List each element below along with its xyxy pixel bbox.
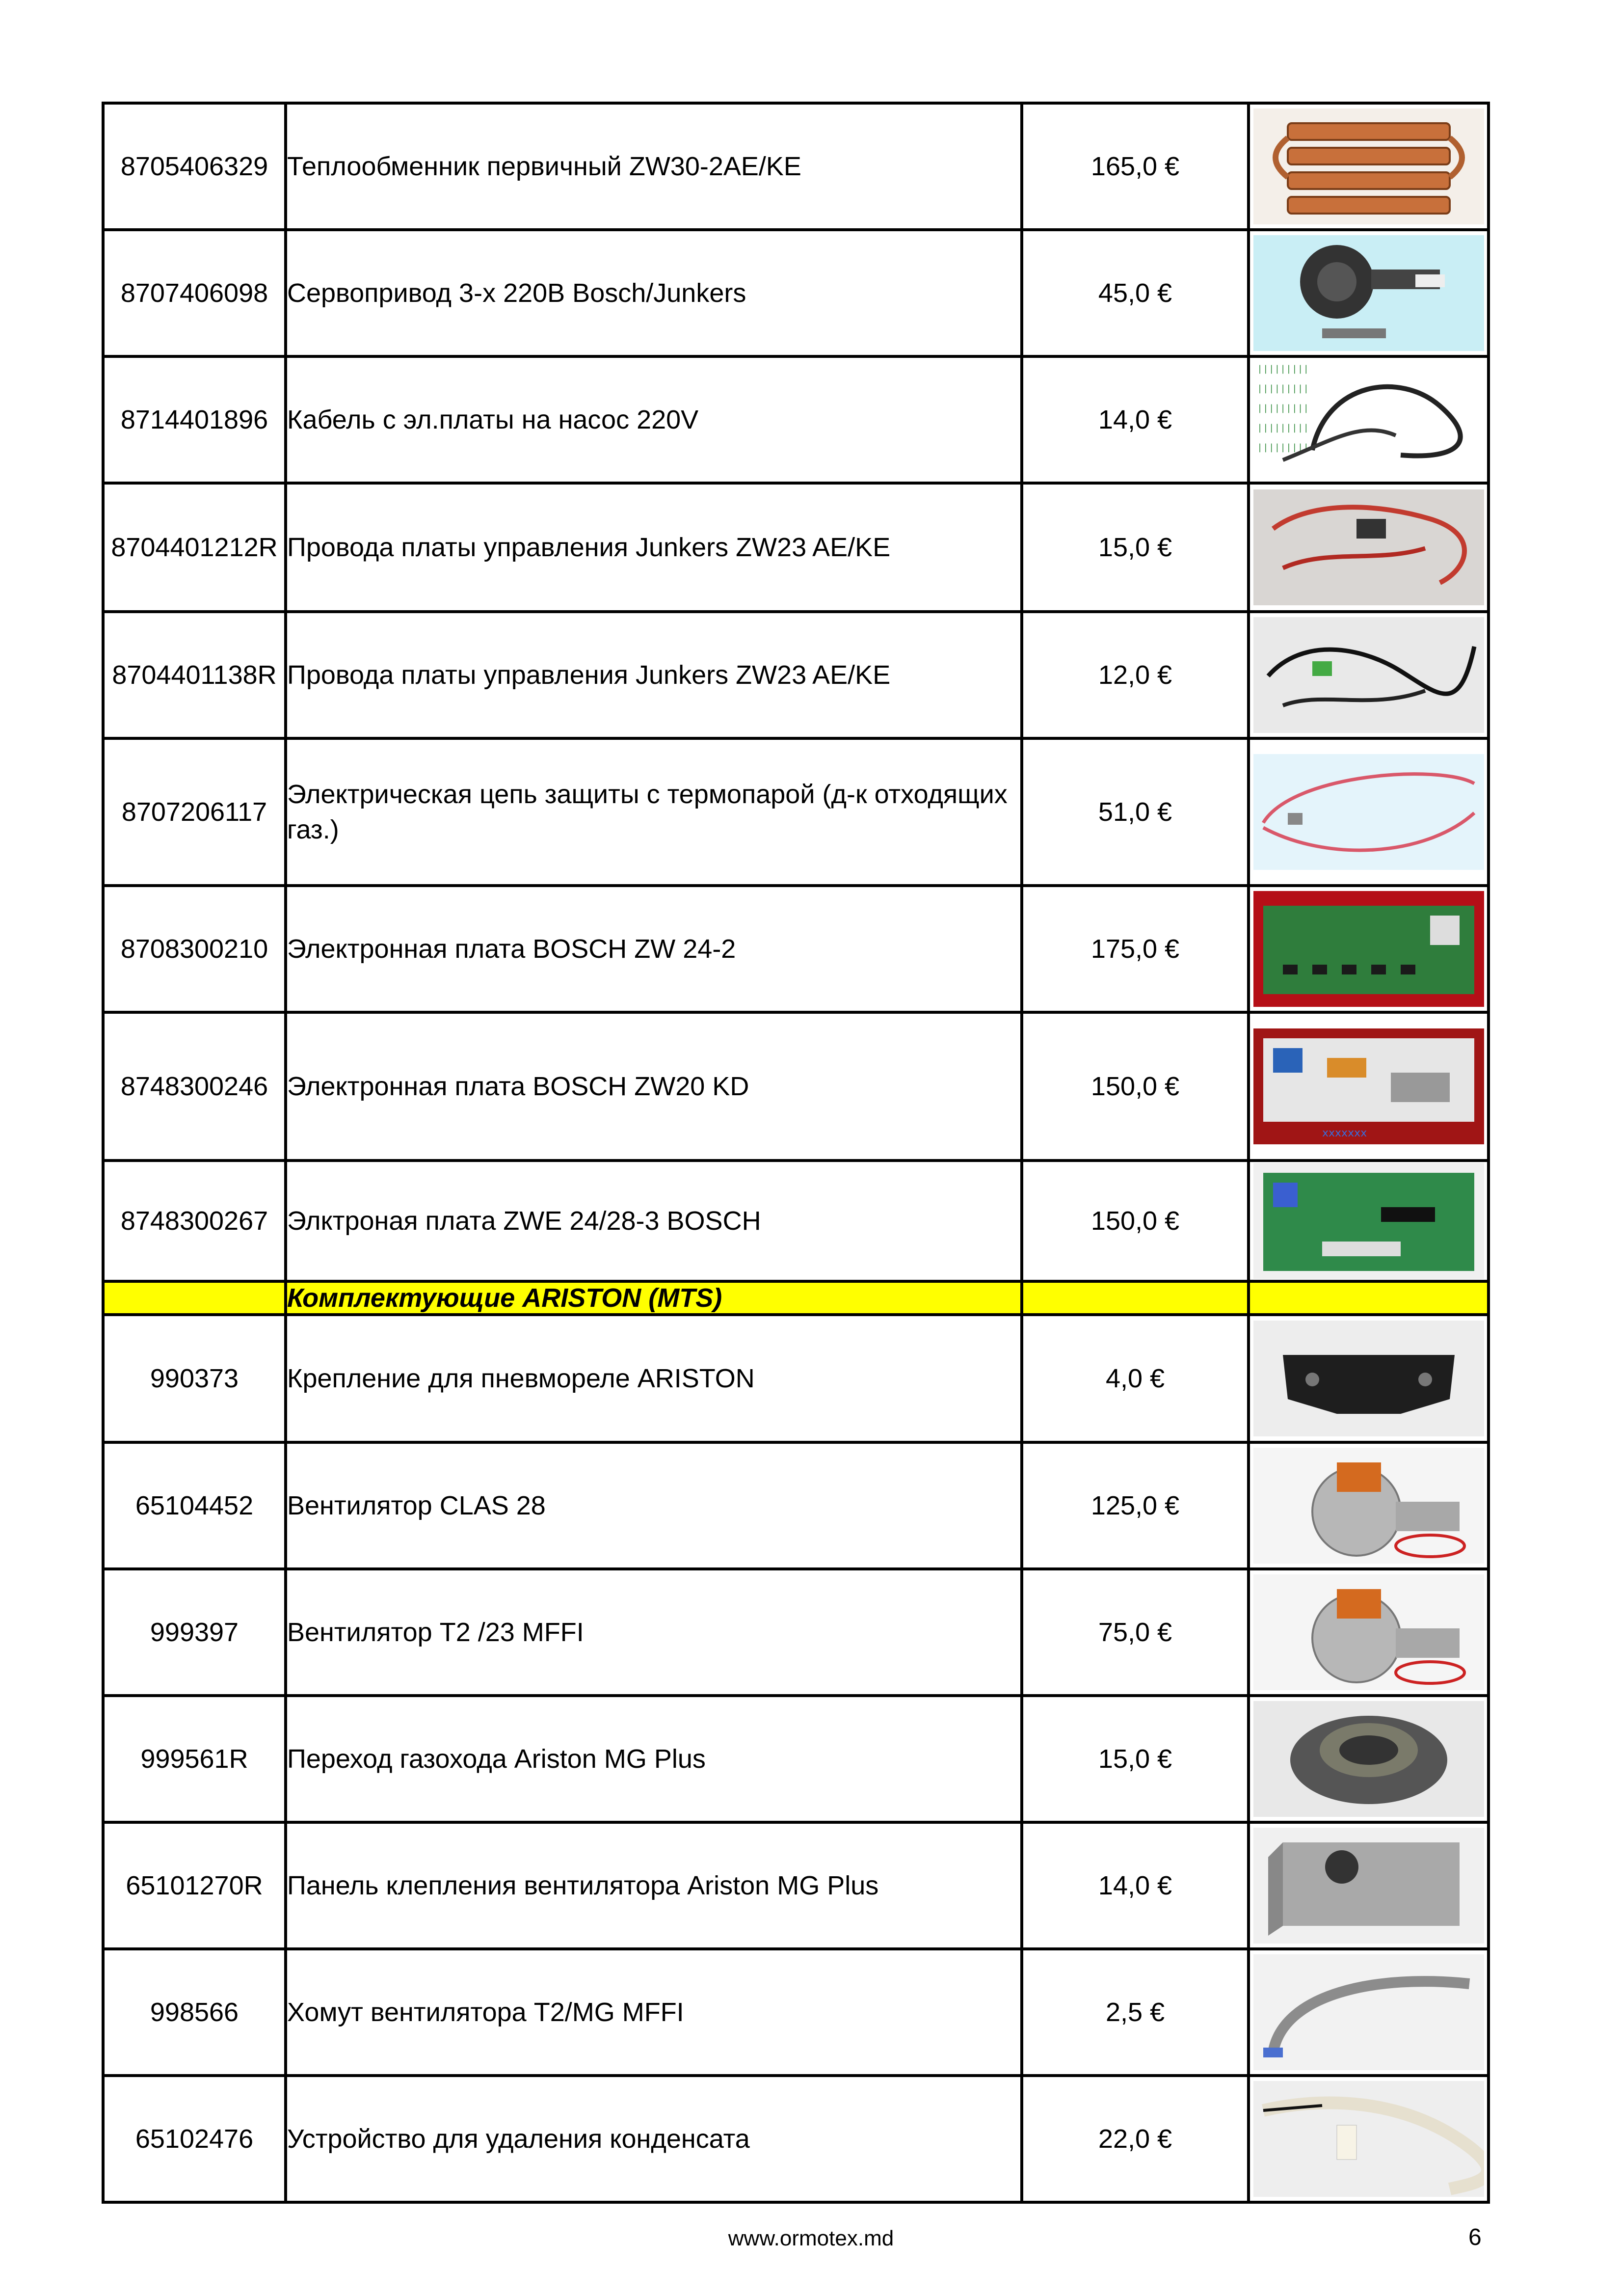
part-code: 65102476 bbox=[103, 2076, 286, 2202]
part-description: Теплообменник первичный ZW30-2AE/KE bbox=[286, 103, 1022, 230]
table-row bbox=[103, 1822, 1489, 1949]
part-code: 8748300267 bbox=[103, 1161, 286, 1281]
part-description: Вентилятор CLAS 28 bbox=[286, 1442, 1022, 1569]
table-row bbox=[103, 738, 1489, 886]
table-row bbox=[103, 1696, 1489, 1822]
part-price: 14,0 € bbox=[1022, 1822, 1249, 1949]
part-description: Элктроная плата ZWE 24/28-3 BOSCH bbox=[286, 1161, 1022, 1281]
page-number: 6 bbox=[1468, 2224, 1482, 2250]
footer-url: www.ormotex.md bbox=[728, 2226, 894, 2250]
part-description: Провода платы управления Junkers ZW23 AE/KE bbox=[286, 483, 1022, 612]
table-row bbox=[103, 2076, 1489, 2202]
part-code: 8707206117 bbox=[103, 738, 286, 886]
table-row bbox=[103, 356, 1489, 483]
servo-drive-photo bbox=[1249, 230, 1489, 356]
fan-photo bbox=[1249, 1569, 1489, 1696]
table-row bbox=[103, 1569, 1489, 1696]
part-description: Крепление для пневмореле ARISTON bbox=[286, 1315, 1022, 1442]
part-price: 14,0 € bbox=[1022, 356, 1249, 483]
part-description: Электрическая цепь защиты с термопарой (д-к отходящих газ.) bbox=[286, 738, 1022, 886]
part-price: 51,0 € bbox=[1022, 738, 1249, 886]
wires-black-photo bbox=[1249, 612, 1489, 738]
part-code: 999561R bbox=[103, 1696, 286, 1822]
part-description: Переход газохода Ariston MG Plus bbox=[286, 1696, 1022, 1822]
part-price: 22,0 € bbox=[1022, 2076, 1249, 2202]
part-code: 65101270R bbox=[103, 1822, 286, 1949]
part-code: 8704401138R bbox=[103, 612, 286, 738]
part-description: Вентилятор Т2 /23 MFFI bbox=[286, 1569, 1022, 1696]
part-description: Панель клепления вентилятора Ariston MG Plus bbox=[286, 1822, 1022, 1949]
svg-text:| | | | | | | | |: | | | | | | | | | bbox=[1258, 442, 1307, 453]
parts-table bbox=[102, 102, 1490, 2204]
part-code: 998566 bbox=[103, 1949, 286, 2076]
section-image-cell bbox=[1249, 1281, 1489, 1315]
svg-text:| | | | | | | | |: | | | | | | | | | bbox=[1258, 403, 1307, 413]
part-price: 75,0 € bbox=[1022, 1569, 1249, 1696]
part-code: 990373 bbox=[103, 1315, 286, 1442]
part-code: 8714401896 bbox=[103, 356, 286, 483]
part-price: 2,5 € bbox=[1022, 1949, 1249, 2076]
pcb-photo bbox=[1249, 1161, 1489, 1281]
pcb-green-photo bbox=[1249, 886, 1489, 1012]
table-row bbox=[103, 1012, 1489, 1161]
table-row bbox=[103, 612, 1489, 738]
part-price: 125,0 € bbox=[1022, 1442, 1249, 1569]
flue-adapter-photo bbox=[1249, 1696, 1489, 1822]
part-description: Кабель с эл.платы на насос 220V bbox=[286, 356, 1022, 483]
part-code: 8704401212R bbox=[103, 483, 286, 612]
table-row bbox=[103, 1442, 1489, 1569]
pcb-red-photo bbox=[1249, 1012, 1489, 1161]
part-price: 15,0 € bbox=[1022, 483, 1249, 612]
fan-photo bbox=[1249, 1442, 1489, 1569]
part-description: Хомут вентилятора T2/MG MFFI bbox=[286, 1949, 1022, 2076]
part-description: Сервопривод 3-х 220В Bosch/Junkers bbox=[286, 230, 1022, 356]
part-price: 165,0 € bbox=[1022, 103, 1249, 230]
section-code-cell bbox=[103, 1281, 286, 1315]
part-price: 150,0 € bbox=[1022, 1012, 1249, 1161]
part-code: 8705406329 bbox=[103, 103, 286, 230]
table-row bbox=[103, 230, 1489, 356]
part-code: 65104452 bbox=[103, 1442, 286, 1569]
thermocouple-circuit-photo bbox=[1249, 738, 1489, 886]
part-description: Электронная плата BOSCH ZW20 KD bbox=[286, 1012, 1022, 1161]
bracket-photo bbox=[1249, 1315, 1489, 1442]
condensate-device-photo bbox=[1249, 2076, 1489, 2202]
part-price: 12,0 € bbox=[1022, 612, 1249, 738]
wires-red-photo bbox=[1249, 483, 1489, 612]
part-price: 150,0 € bbox=[1022, 1161, 1249, 1281]
part-price: 45,0 € bbox=[1022, 230, 1249, 356]
svg-text:| | | | | | | | |: | | | | | | | | | bbox=[1258, 364, 1307, 374]
section-title: Комплектующие ARISTON (MTS) bbox=[286, 1281, 1022, 1315]
part-description: Провода платы управления Junkers ZW23 AE/KE bbox=[286, 612, 1022, 738]
part-code: 8708300210 bbox=[103, 886, 286, 1012]
part-price: 4,0 € bbox=[1022, 1315, 1249, 1442]
heat-exchanger-photo bbox=[1249, 103, 1489, 230]
table-row bbox=[103, 1315, 1489, 1442]
section-price-cell bbox=[1022, 1281, 1249, 1315]
part-price: 15,0 € bbox=[1022, 1696, 1249, 1822]
part-code: 8707406098 bbox=[103, 230, 286, 356]
table-row bbox=[103, 483, 1489, 612]
part-description: Электронная плата BOSCH ZW 24-2 bbox=[286, 886, 1022, 1012]
table-row bbox=[103, 1161, 1489, 1281]
part-code: 8748300246 bbox=[103, 1012, 286, 1161]
cable-photo bbox=[1249, 356, 1489, 483]
part-code: 999397 bbox=[103, 1569, 286, 1696]
section-header-row bbox=[103, 1281, 1489, 1315]
svg-text:| | | | | | | | |: | | | | | | | | | bbox=[1258, 383, 1307, 394]
svg-text:xxxxxxx: xxxxxxx bbox=[1322, 1127, 1367, 1139]
clamp-photo bbox=[1249, 1949, 1489, 2076]
svg-text:| | | | | | | | |: | | | | | | | | | bbox=[1258, 423, 1307, 433]
part-description: Устройство для удаления конденсата bbox=[286, 2076, 1022, 2202]
part-price: 175,0 € bbox=[1022, 886, 1249, 1012]
table-row bbox=[103, 103, 1489, 230]
fan-panel-photo bbox=[1249, 1822, 1489, 1949]
table-row bbox=[103, 1949, 1489, 2076]
parts-table-body bbox=[103, 103, 1489, 2202]
table-row bbox=[103, 886, 1489, 1012]
